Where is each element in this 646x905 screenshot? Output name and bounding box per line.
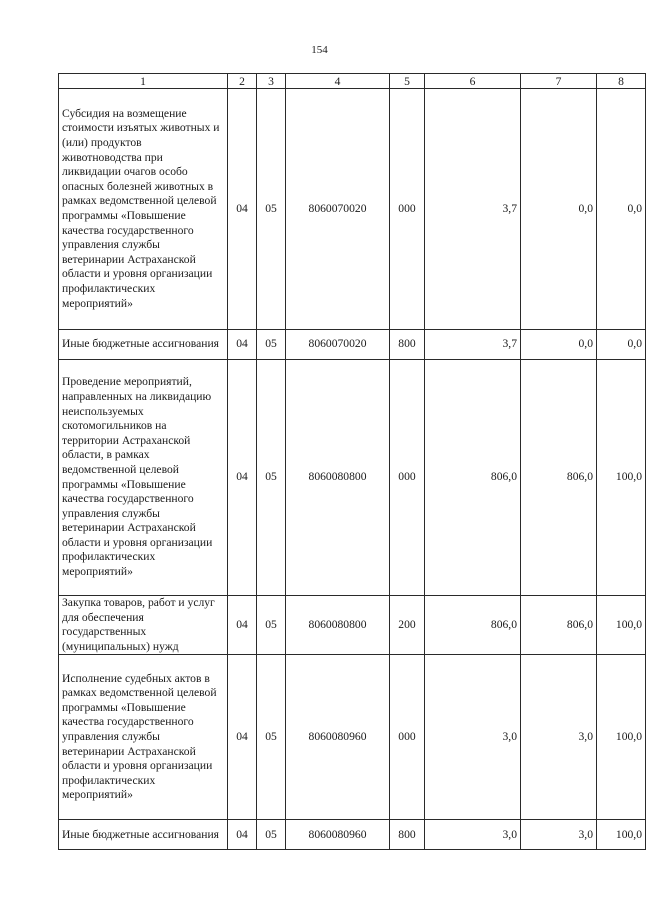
- fact-value-cell: 0,0: [521, 89, 597, 330]
- row-name-cell: Исполнение судебных актов в рамках ведомственной целевой программы «Повышение качества государственного управления службы ветеринарии Астраханской области и уровня организации профилактических мероприятий»: [59, 655, 228, 820]
- table-row: [59, 330, 646, 360]
- percent-cell: 0,0: [597, 89, 646, 330]
- row-name-cell: Иные бюджетные ассигнования: [59, 820, 228, 850]
- header-cell: 2: [228, 74, 257, 89]
- subsection-code-cell: 05: [257, 596, 286, 655]
- plan-value-cell: 3,7: [425, 89, 521, 330]
- percent-cell: 100,0: [597, 596, 646, 655]
- row-name-cell: Иные бюджетные ассигнования: [59, 330, 228, 360]
- row-name-cell: Закупка товаров, работ и услуг для обеспечения государственных (муниципальных) нужд: [59, 596, 228, 655]
- expense-type-cell: 200: [390, 596, 425, 655]
- header-cell: 3: [257, 74, 286, 89]
- plan-value-cell: 3,0: [425, 820, 521, 850]
- section-code-cell: 04: [228, 655, 257, 820]
- budget-table: [58, 73, 646, 850]
- plan-value-cell: 3,7: [425, 330, 521, 360]
- expense-type-cell: 000: [390, 89, 425, 330]
- plan-value-cell: 806,0: [425, 596, 521, 655]
- row-name-cell: Проведение мероприятий, направленных на ликвидацию неиспользуемых скотомогильников на территории Астраханской области, в рамках ведомственной целевой программы «Повышение качества государственного управления службы ветеринарии Астраханской области и уровня организации профилактических мероприятий»: [59, 360, 228, 596]
- fact-value-cell: 806,0: [521, 360, 597, 596]
- header-cell: 8: [597, 74, 646, 89]
- target-article-cell: 8060080960: [286, 820, 390, 850]
- plan-value-cell: 3,0: [425, 655, 521, 820]
- subsection-code-cell: 05: [257, 360, 286, 596]
- subsection-code-cell: 05: [257, 820, 286, 850]
- fact-value-cell: 0,0: [521, 330, 597, 360]
- section-code-cell: 04: [228, 820, 257, 850]
- table-row: [59, 89, 646, 330]
- table-row: [59, 596, 646, 655]
- section-code-cell: 04: [228, 360, 257, 596]
- section-code-cell: 04: [228, 89, 257, 330]
- expense-type-cell: 800: [390, 820, 425, 850]
- percent-cell: 100,0: [597, 360, 646, 596]
- target-article-cell: 8060070020: [286, 89, 390, 330]
- section-code-cell: 04: [228, 596, 257, 655]
- fact-value-cell: 806,0: [521, 596, 597, 655]
- expense-type-cell: 000: [390, 655, 425, 820]
- plan-value-cell: 806,0: [425, 360, 521, 596]
- table-row: [59, 820, 646, 850]
- header-cell: 6: [425, 74, 521, 89]
- target-article-cell: 8060070020: [286, 330, 390, 360]
- page-number: 154: [311, 44, 328, 56]
- fact-value-cell: 3,0: [521, 820, 597, 850]
- percent-cell: 0,0: [597, 330, 646, 360]
- expense-type-cell: 000: [390, 360, 425, 596]
- section-code-cell: 04: [228, 330, 257, 360]
- table-row: [59, 360, 646, 596]
- header-cell: 4: [286, 74, 390, 89]
- target-article-cell: 8060080800: [286, 360, 390, 596]
- header-row: [59, 74, 646, 89]
- subsection-code-cell: 05: [257, 89, 286, 330]
- expense-type-cell: 800: [390, 330, 425, 360]
- percent-cell: 100,0: [597, 820, 646, 850]
- header-cell: 5: [390, 74, 425, 89]
- header-cell: 7: [521, 74, 597, 89]
- subsection-code-cell: 05: [257, 330, 286, 360]
- header-cell: 1: [59, 74, 228, 89]
- target-article-cell: 8060080960: [286, 655, 390, 820]
- percent-cell: 100,0: [597, 655, 646, 820]
- fact-value-cell: 3,0: [521, 655, 597, 820]
- target-article-cell: 8060080800: [286, 596, 390, 655]
- table-row: [59, 655, 646, 820]
- subsection-code-cell: 05: [257, 655, 286, 820]
- row-name-cell: Субсидия на возмещение стоимости изъятых животных и (или) продуктов животноводства при ликвидации очагов особо опасных болезней животных в рамках ведомственной целевой программы «Повышение качества государственного управления службы ветеринарии Астраханской области и уровня организации профилактических мероприятий»: [59, 89, 228, 330]
